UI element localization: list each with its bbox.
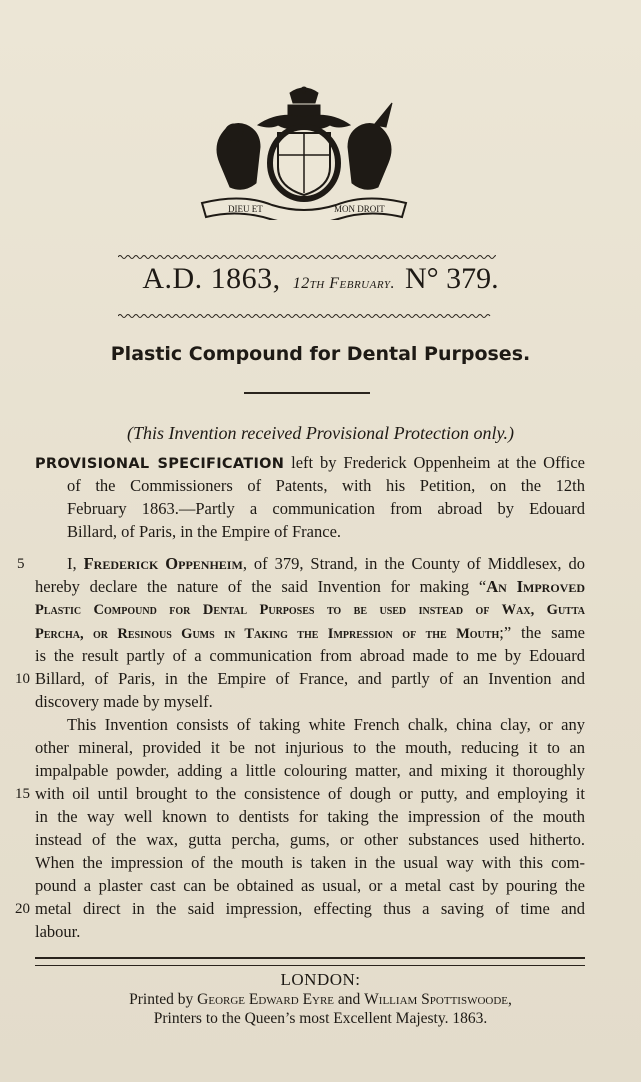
para2-line: This Invention consists of taking white French chalk, china clay, or any xyxy=(67,715,585,734)
para2-line: 15 with oil until brought to the consistence of dough or putty, and employing it xyxy=(15,784,585,803)
heading-patent-number: N° 379. xyxy=(404,262,499,295)
crest-motto-left: DIEU ET xyxy=(228,204,263,214)
line-number: 20 xyxy=(15,901,30,917)
wavy-rule-top xyxy=(118,254,496,260)
line-number: 15 xyxy=(15,786,30,802)
intro-line: of the Commissioners of Patents, with his Petition, on the 12th xyxy=(67,476,585,495)
para1-line: is the result partly of a communication from abroad made to me by Edouard xyxy=(35,646,585,665)
provisional-protection-note: (This Invention received Provisional Protection only.) xyxy=(127,423,514,443)
para1-line: hereby declare the nature of the said Invention for making “An Improved xyxy=(35,577,586,596)
para2-line: labour. xyxy=(35,922,81,941)
para2-line: in the way well known to dentists for taking the impression of the mouth xyxy=(35,807,585,826)
para2-line: 20 metal direct in the said impression, effecting thus a saving of time and xyxy=(15,899,585,918)
crest-motto-right: MON DROIT xyxy=(334,204,385,214)
para1-line: 10 Billard, of Paris, in the Empire of France, and partly of an Invention and xyxy=(15,669,585,688)
footer-double-rule xyxy=(35,957,585,966)
para2-line: pound a plaster cast can be obtained as usual, or a metal cast by pouring the xyxy=(35,876,585,895)
intro-line: PROVISIONAL SPECIFICATION left by Frederick Oppenheim at the Office xyxy=(35,453,586,472)
para2-line: instead of the wax, gutta percha, gums, or other substances used hitherto. xyxy=(35,830,585,849)
para2-line: impalpable powder, adding a little colouring matter, and mixing it thoroughly xyxy=(35,761,585,780)
footer-london: LONDON: xyxy=(280,970,361,989)
royal-coat-of-arms xyxy=(198,85,410,220)
para1-line: 5 I, Frederick Oppenheim, of 379, Strand, in the County of Middlesex, do xyxy=(17,554,585,573)
intro-line: Billard, of Paris, in the Empire of France. xyxy=(67,522,342,541)
footer-printer-line-2: Printers to the Queen’s most Excellent Majesty. 1863. xyxy=(153,1010,488,1027)
wavy-rule-bottom xyxy=(118,313,496,319)
heading-date: 12th February. xyxy=(292,275,395,292)
patent-heading xyxy=(0,262,641,296)
document-title: Plastic Compound for Dental Purposes. xyxy=(110,343,531,365)
para2-line: other mineral, provided it be not injurious to the mouth, reducing it to an xyxy=(35,738,585,757)
para1-line: Percha, or Resinous Gums in Taking the Impression of the Mouth;” the same xyxy=(35,623,585,642)
line-number: 5 xyxy=(17,556,25,572)
spec-heading: PROVISIONAL SPECIFICATION xyxy=(35,456,285,472)
line-number: 10 xyxy=(15,671,30,687)
para2-line: When the impression of the mouth is taken in the usual way with this com- xyxy=(35,853,585,872)
para1-line: discovery made by myself. xyxy=(35,692,213,711)
heading-ad-year: A.D. 1863, xyxy=(142,262,281,295)
para1-line: Plastic Compound for Dental Purposes to be used instead of Wax, Gutta xyxy=(35,602,585,618)
intro-line: February 1863.—Partly a communication from abroad by Edouard xyxy=(67,499,585,518)
title-rule xyxy=(244,392,370,394)
footer-printer-line: Printed by George Edward Eyre and William Spottiswoode, xyxy=(129,991,512,1008)
